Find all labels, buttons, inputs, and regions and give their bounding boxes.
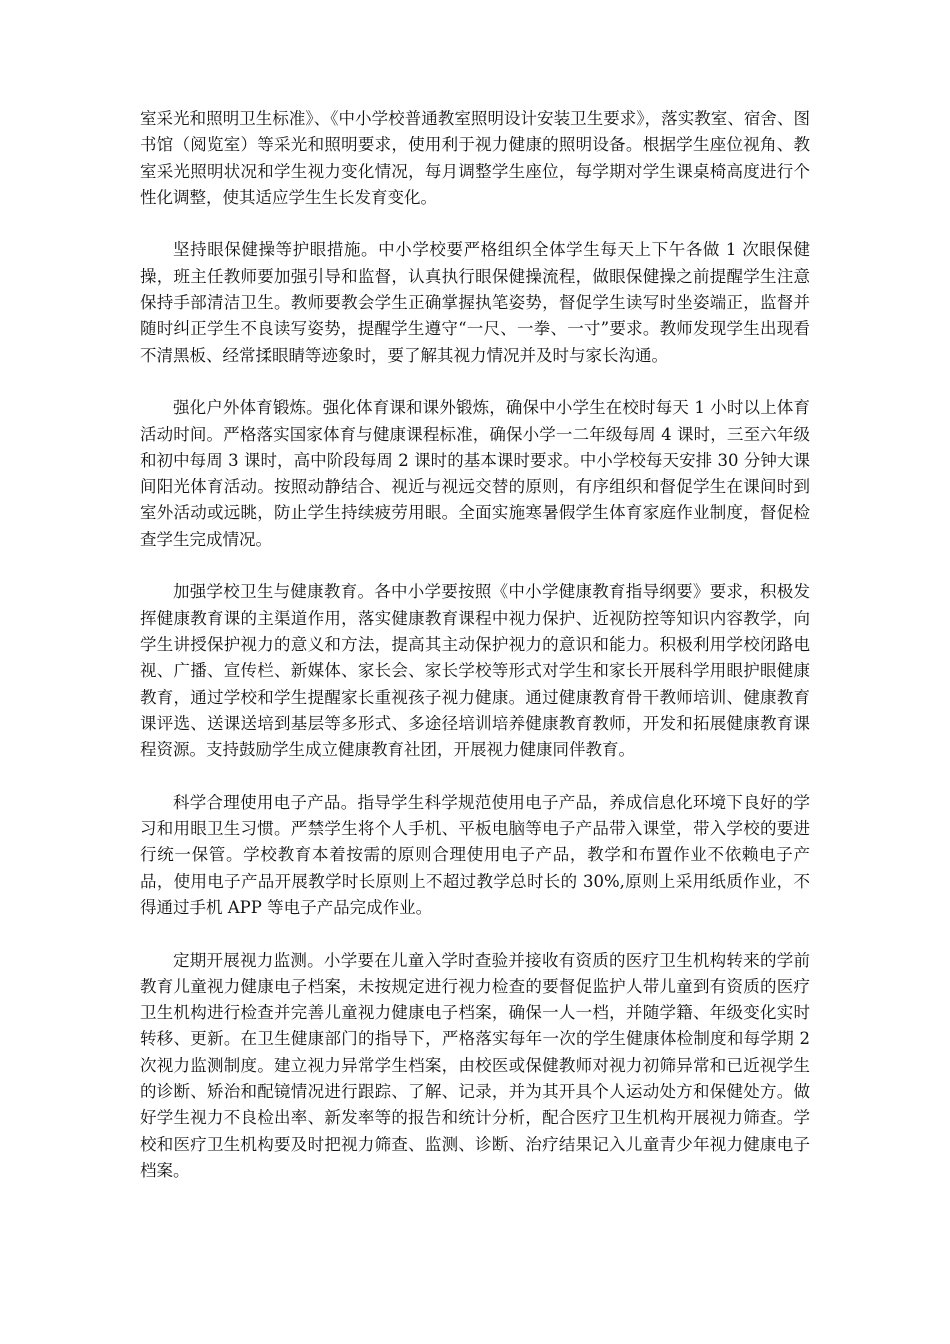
paragraph-electronic-products: 科学合理使用电子产品。指导学生科学规范使用电子产品，养成信息化环境下良好的学习和用眼卫生习惯。严禁学生将个人手机、平板电脑等电子产品带入课堂，带入学校的要进行统一保管。学校教育本着按需的原则合理使用电子产品，教学和布置作业不依赖电子产品，使用电子产品开展教学时长原则上不超过教学总时长的 30%,原则上采用纸质作业，不得通过手机 APP 等电子产品完成作业。 bbox=[140, 792, 810, 917]
paragraph-vision-monitoring: 定期开展视力监测。小学要在儿童入学时查验并接收有资质的医疗卫生机构转来的学前教育儿童视力健康电子档案，未按规定进行视力检查的要督促监护人带儿童到有资质的医疗卫生机构进行检查并完善儿童视力健康电子档案，确保一人一档，并随学籍、年级变化实时转移、更新。在卫生健康部门的指导下，严格落实每年一次的学生健康体检制度和每学期 2 次视力监测制度。建立视力异常学生档案，由校医或保健教师对视力初筛异常和已近视学生的诊断、矫治和配镜情况进行跟踪、了解、记录，并为其开具个人运动处方和保健处方。做好学生视力不良检出率、新发率等的报告和统计分析，配合医疗卫生机构开展视力筛查。学校和医疗卫生机构要及时把视力筛查、监测、诊断、治疗结果记入儿童青少年视力健康电子档案。 bbox=[140, 950, 810, 1180]
paragraph-health-education: 加强学校卫生与健康教育。各中小学要按照《中小学健康教育指导纲要》要求，积极发挥健康教育课的主渠道作用，落实健康教育课程中视力保护、近视防控等知识内容教学，向学生讲授保护视力的意义和方法，提高其主动保护视力的意识和能力。积极利用学校闭路电视、广播、宣传栏、新媒体、家长会、家长学校等形式对学生和家长开展科学用眼护眼健康教育，通过学校和学生提醒家长重视孩子视力健康。通过健康教育骨干教师培训、健康教育课评选、送课送培到基层等多形式、多途径培训培养健康教育教师，开发和拓展健康教育课程资源。支持鼓励学生成立健康教育社团，开展视力健康同伴教育。 bbox=[140, 582, 810, 760]
document-body bbox=[140, 106, 810, 1210]
paragraph-lighting-continued: 室采光和照明卫生标准》、《中小学校普通教室照明设计安装卫生要求》，落实教室、宿舍、图书馆（阅览室）等采光和照明要求，使用利于视力健康的照明设备。根据学生座位视角、教室采光照明状况和学生视力变化情况，每月调整学生座位，每学期对学生课桌椅高度进行个性化调整，使其适应学生生长发育变化。 bbox=[140, 109, 810, 207]
paragraph-eye-exercises: 坚持眼保健操等护眼措施。中小学校要严格组织全体学生每天上下午各做 1 次眼保健操，班主任教师要加强引导和监督，认真执行眼保健操流程，做眼保健操之前提醒学生注意保持手部清洁卫生。教师要教会学生正确掌握执笔姿势，督促学生读写时坐姿端正，监督并随时纠正学生不良读写姿势，提醒学生遵守“一尺、一拳、一寸”要求。教师发现学生出现看不清黑板、经常揉眼睛等迹象时，要了解其视力情况并及时与家长沟通。 bbox=[140, 240, 810, 365]
paragraph-outdoor-exercise: 强化户外体育锻炼。强化体育课和课外锻炼，确保中小学生在校时每天 1 小时以上体育活动时间。严格落实国家体育与健康课程标准，确保小学一二年级每周 4 课时，三至六年级和初中每周 3 课时，高中阶段每周 2 课时的基本课时要求。中小学校每天安排 30 分钟大课间阳光体育活动。按照动静结合、视近与视远交替的原则，有序组织和督促学生在课间时到室外活动或远眺，防止学生持续疲劳用眼。全面实施寒暑假学生体育家庭作业制度，督促检查学生完成情况。 bbox=[140, 398, 810, 549]
